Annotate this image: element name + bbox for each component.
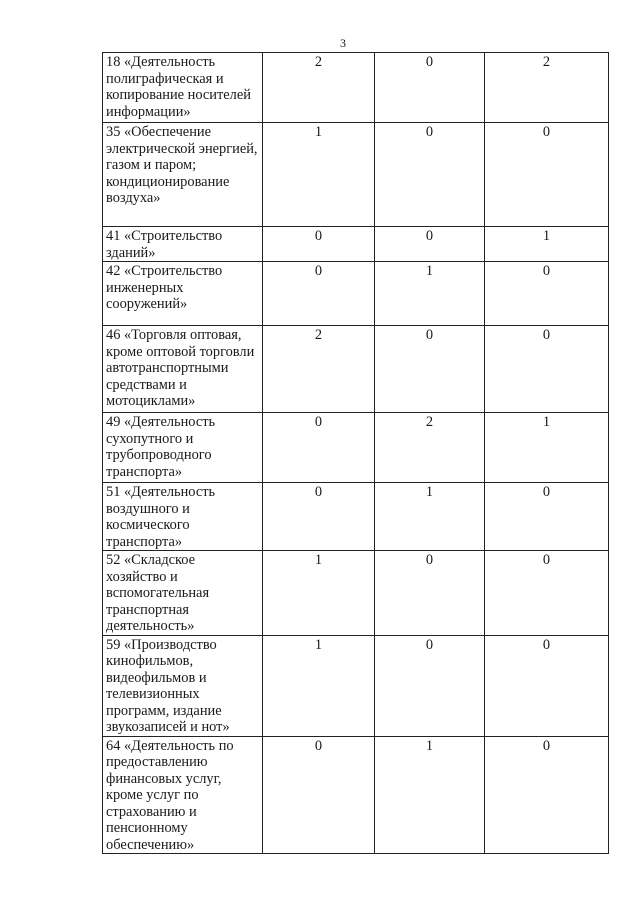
value-cell-3: 0 <box>485 123 609 227</box>
value-cell-3: 2 <box>485 53 609 123</box>
activity-name-cell: 46 «Торговля оптовая, кроме оптовой торговли автотранспортными средствами и мотоциклами» <box>103 326 263 413</box>
value-cell-2: 0 <box>375 635 485 736</box>
value-cell-1: 1 <box>263 635 375 736</box>
table-row <box>103 123 609 227</box>
value-cell-2: 1 <box>375 736 485 854</box>
value-cell-2: 1 <box>375 483 485 551</box>
value-cell-1: 0 <box>263 413 375 483</box>
value-cell-1: 0 <box>263 227 375 262</box>
value-cell-3: 1 <box>485 413 609 483</box>
value-cell-3: 0 <box>485 736 609 854</box>
value-cell-3: 0 <box>485 483 609 551</box>
table-row <box>103 483 609 551</box>
value-cell-1: 0 <box>263 262 375 326</box>
activity-name-cell: 41 «Строительство зданий» <box>103 227 263 262</box>
table-row <box>103 326 609 413</box>
table-row <box>103 736 609 854</box>
value-cell-3: 0 <box>485 262 609 326</box>
value-cell-3: 0 <box>485 326 609 413</box>
activity-name-cell: 49 «Деятельность сухопутного и трубопроводного транспорта» <box>103 413 263 483</box>
table-row <box>103 53 609 123</box>
value-cell-2: 0 <box>375 551 485 636</box>
value-cell-1: 1 <box>263 123 375 227</box>
activity-name-cell: 35 «Обеспечение электрической энергией, газом и паром; кондиционирование воздуха» <box>103 123 263 227</box>
table-row <box>103 635 609 736</box>
value-cell-3: 1 <box>485 227 609 262</box>
page-number: 3 <box>340 36 346 50</box>
value-cell-2: 0 <box>375 227 485 262</box>
value-cell-3: 0 <box>485 635 609 736</box>
table-row <box>103 413 609 483</box>
value-cell-1: 2 <box>263 53 375 123</box>
activity-name-cell: 59 «Производство кинофильмов, видеофильмов и телевизионных программ, издание звукозаписей и нот» <box>103 635 263 736</box>
table-row <box>103 262 609 326</box>
value-cell-2: 1 <box>375 262 485 326</box>
activity-name-cell: 64 «Деятельность по предоставлению финансовых услуг, кроме услуг по страхованию и пенсионному обеспечению» <box>103 736 263 854</box>
table-row <box>103 227 609 262</box>
value-cell-1: 0 <box>263 736 375 854</box>
activity-name-cell: 18 «Деятельность полиграфическая и копирование носителей информации» <box>103 53 263 123</box>
value-cell-3: 0 <box>485 551 609 636</box>
activity-table <box>102 52 609 854</box>
activity-name-cell: 42 «Строительство инженерных сооружений» <box>103 262 263 326</box>
activity-name-cell: 52 «Складское хозяйство и вспомогательная транспортная деятельность» <box>103 551 263 636</box>
value-cell-1: 2 <box>263 326 375 413</box>
value-cell-2: 0 <box>375 123 485 227</box>
table-row <box>103 551 609 636</box>
value-cell-2: 2 <box>375 413 485 483</box>
value-cell-2: 0 <box>375 53 485 123</box>
value-cell-1: 1 <box>263 551 375 636</box>
value-cell-2: 0 <box>375 326 485 413</box>
value-cell-1: 0 <box>263 483 375 551</box>
activity-name-cell: 51 «Деятельность воздушного и космического транспорта» <box>103 483 263 551</box>
